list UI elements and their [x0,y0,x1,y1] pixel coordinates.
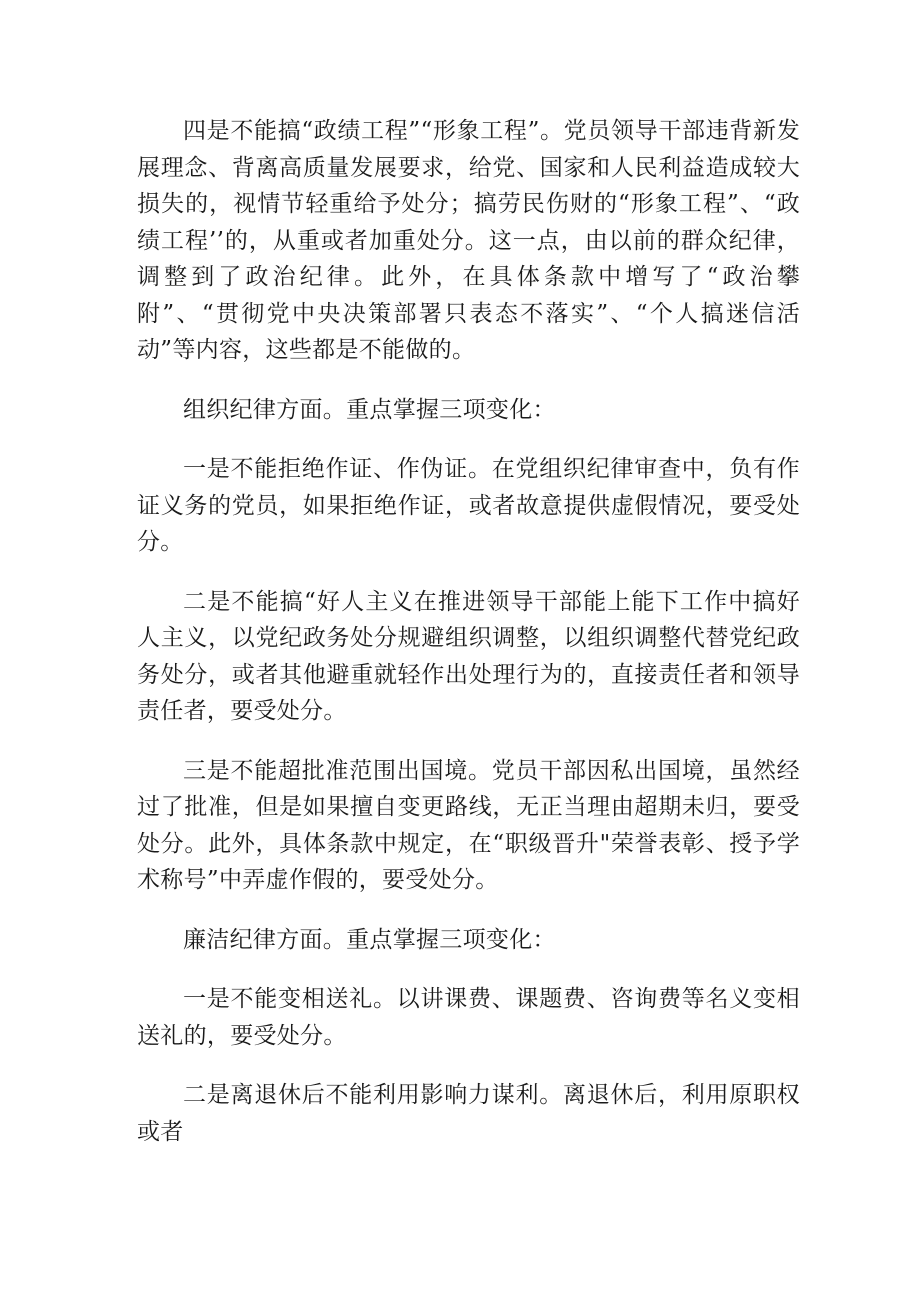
section-heading-integrity-discipline: 廉洁纪律方面。重点掌握三项变化： [183,926,556,953]
paragraph-disguised-gifts: 一是不能变相送礼。以讲课费、课题费、咨询费等名义变相送礼的，要受处分。 [137,986,800,1049]
paragraph-retirement-influence: 二是离退休后不能利用影响力谋利。离退休后，利用原职权或者 [137,1082,800,1145]
paragraph-refuse-testimony: 一是不能拒绝作证、作伪证。在党组织纪律审查中，负有作证义务的党员，如果拒绝作证，或者故意提供虚假情况，要受处分。 [137,456,800,555]
paragraph-exit-border: 三是不能超批准范围出国境。党员干部因私出国境，虽然经过了批准，但是如果擅自变更路线，无正当理由超期未归，要受处分。此外，具体条款中规定，在“职级晋升"荣誉表彰、授予学术称号”中弄虚作假的，要受处分。 [137,757,800,893]
paragraph-political-achievement-projects: 四是不能搞“政绩工程”“形象工程”。党员领导干部违背新发展理念、背离高质量发展要求，给党、国家和人民利益造成较大损失的，视情节轻重给予处分；搞劳民伤财的“形象工程”、“政绩工程’’的，从重或者加重处分。这一点，由以前的群众纪律，调整到了政治纪律。此外，在具体条款中增写了“政治攀附”、“贯彻党中央决策部署只表态不落实”、“个人搞迷信活动”等内容，这些都是不能做的。 [137,118,800,363]
paragraph-good-person-doctrine: 二是不能搞“好人主义在推进领导干部能上能下工作中搞好人主义，以党纪政务处分规避组织调整，以组织调整代替党纪政务处分，或者其他避重就轻作出处理行为的，直接责任者和领导责任者，要受处分。 [137,588,800,724]
section-heading-organizational-discipline: 组织纪律方面。重点掌握三项变化： [183,396,556,423]
